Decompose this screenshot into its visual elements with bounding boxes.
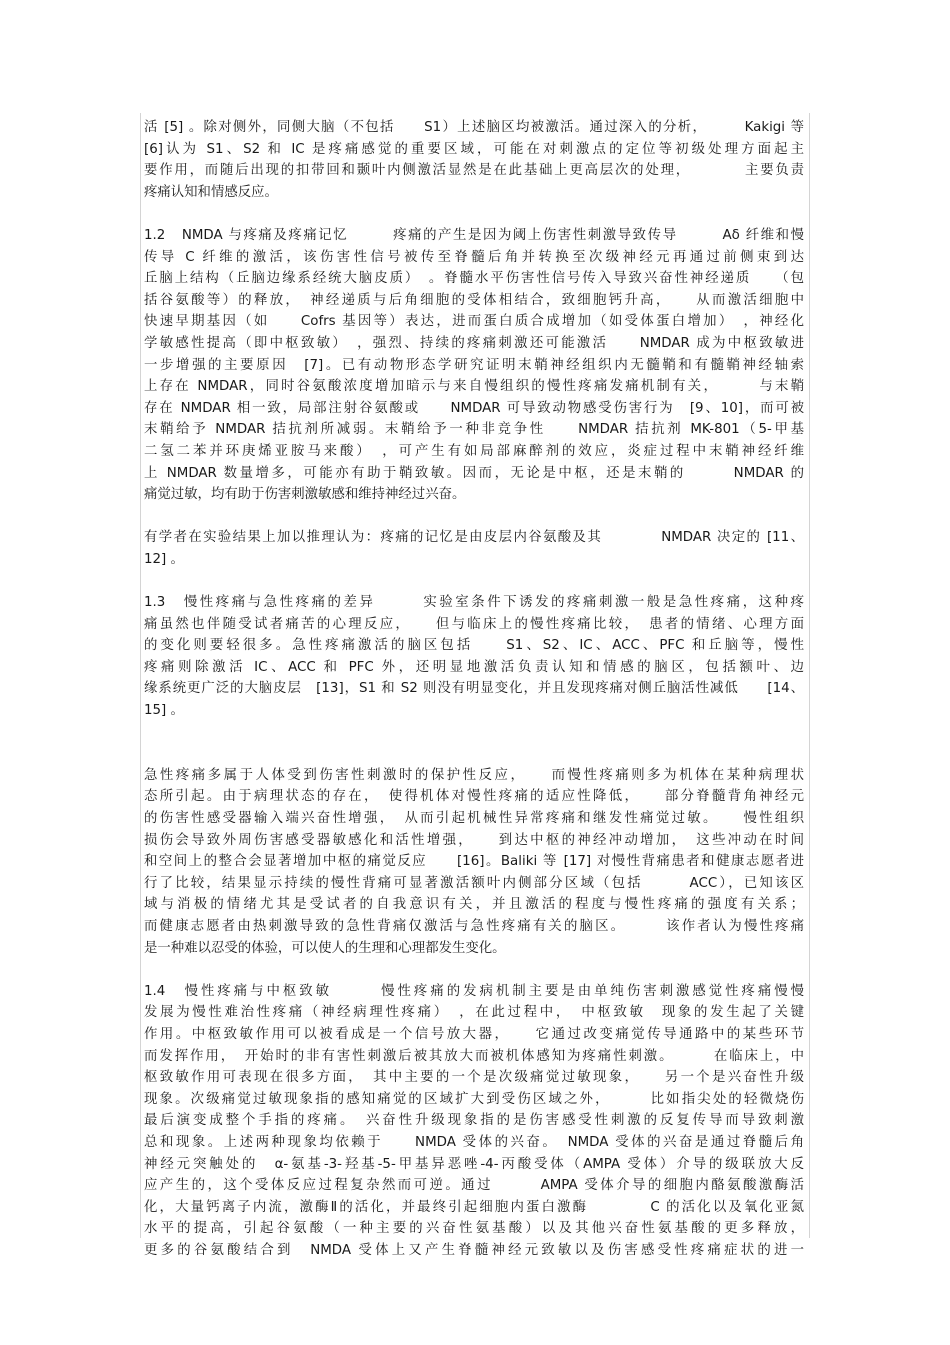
text-line: 行了比较，结果显示持续的慢性背痛可显著激活额叶内侧部分区域（包括 ACC），已知该区: [144, 875, 804, 891]
text-line: 态所引起。由于病理状态的存在， 使得机体对慢性疼痛的适应性降低， 部分脊髓背角神经元: [144, 789, 804, 805]
text-line: 作用。中枢致敏作用可以被看成是一个信号放大器， 它通过改变痛觉传导通路中的某些环节: [144, 1026, 804, 1042]
text-line: 损伤会导致外周伤害感受器敏感化和活性增强， 到达中枢的神经冲动增加， 这些冲动在时间: [144, 832, 804, 848]
text-line: 活 [5] 。除对侧外，同侧大脑（不包括 S1）上述脑区均被激活。通过深入的分析， Kakigi 等: [144, 120, 804, 135]
text-line: 括谷氨酸等）的释放， 神经递质与后角细胞的受体相结合，致细胞钙升高， 从而激活细胞中: [144, 292, 804, 308]
text-line: 水平的提高，引起谷氨酸（一种主要的兴奋性氨基酸）以及其他兴奋性氨基酸的更多释放，: [144, 1221, 804, 1237]
paragraph-gap: [144, 570, 804, 592]
text-line: 急性疼痛多属于人体受到伤害性刺激时的保护性反应， 而慢性疼痛则多为机体在某种病理状: [144, 767, 804, 783]
text-line: 而健康志愿者由热刺激导致的急性背痛仅激活与急性疼痛有关的脑区。 该作者认为慢性疼痛: [144, 918, 804, 934]
section-heading-line: 1.3 慢性疼痛与急性疼痛的差异 实验室条件下诱发的疼痛刺激一般是急性疼痛，这种疼: [144, 595, 804, 611]
text-line: 而发挥作用， 开始时的非有害性刺激后被其放大而被机体感知为疼痛性刺激。 在临床上，中: [144, 1048, 804, 1064]
text-line: 快速早期基因（如 Cofrs 基因等）表达，进而蛋白质合成增加（如受体蛋白增加） ，神经化: [144, 314, 804, 330]
text-line: 上 NMDAR 数量增多，可能亦有助于鞘致敏。因而，无论是中枢，还是末鞘的 NMDAR 的: [144, 465, 804, 481]
text-line: 更多的谷氨酸结合到 NMDA 受体上又产生脊髓神经元致敏以及伤害感受性疼痛症状的进一: [144, 1242, 804, 1258]
text-line: 学敏感性提高（即中枢致敏） ，强烈、持续的疼痛刺激还可能激活 NMDAR 成为中枢致敏进: [144, 335, 804, 351]
text-line: 的变化则要轻很多。急性疼痛激活的脑区包括 S1、S2、IC、ACC、PFC 和丘脑等，慢性: [144, 638, 804, 654]
text-line: 和空间上的整合会显著增加中枢的痛觉反应 [16]。Baliki 等 [17] 对慢性背痛患者和健康志愿者进: [144, 854, 804, 870]
text-line: 丘脑上结构（丘脑边缘系经统大脑皮质） 。脊髓水平伤害性信号传入导致兴奋性神经递质 （包: [144, 271, 804, 287]
text-line: [6]认为 S1、S2 和 IC 是疼痛感觉的重要区域，可能在对刺激点的定位等初级处理方面起主: [144, 141, 804, 157]
text-line: 12] 。: [144, 551, 184, 567]
text-line: 15] 。: [144, 703, 184, 719]
text-line: 域与消极的情绪尤其是受试者的自我意识有关，并且激活的程度与慢性疼痛的强度有关系；: [144, 897, 804, 913]
document-body: [144, 117, 804, 1261]
text-line: 有学者在实验结果上加以推理认为：疼痛的记忆是由皮层内谷氨酸及其 NMDAR 决定的 [11、: [144, 530, 804, 546]
text-line: 是一种难以忍受的体验，可以使人的生理和心理都发生变化。: [144, 940, 506, 956]
text-line: 存在 NMDAR 相一致，局部注射谷氨酸或 NMDAR 可导致动物感受伤害行为 [9、10]，而可被: [144, 400, 804, 416]
text-line: 发展为慢性难治性疼痛（神经病理性疼痛） ，在此过程中， 中枢致敏 现象的发生起了关键: [144, 1005, 804, 1021]
section-heading-line: 1.4 慢性疼痛与中枢致敏 慢性疼痛的发病机制主要是由单纯伤害刺激感觉性疼痛慢慢: [144, 983, 804, 999]
text-line: 疼痛则除激活 IC、ACC 和 PFC 外，还明显地激活负责认知和情感的脑区，包括额叶、边: [144, 659, 804, 675]
text-line: 缘系统更广泛的大脑皮层 [13]，S1 和 S2 则没有明显变化，并且发现疼痛对侧丘脑活性减低 [14、: [144, 681, 804, 697]
text-line: 现象。次级痛觉过敏现象指的感知痛觉的区域扩大到受伤区域之外， 比如指尖处的轻微烧伤: [144, 1091, 804, 1107]
paragraph-gap: [144, 743, 804, 765]
paragraph-gap: [144, 203, 804, 225]
text-line: 一步增强的主要原因 [7]。已有动物形态学研究证明末鞘神经组织内无髓鞘和有髓鞘神经轴索: [144, 357, 804, 373]
text-line: 要作用，而随后出现的扣带回和颞叶内侧激活显然是在此基础上更高层次的处理， 主要负责: [144, 163, 804, 179]
text-line: 应产生的，这个受体反应过程复杂然而可逆。通过 AMPA 受体介导的细胞内酪氨酸激酶活: [144, 1178, 804, 1194]
text-line: 二氢二苯并环庚烯亚胺马来酸） ，可产生有如局部麻醉剂的效应，炎症过程中末鞘神经纤维: [144, 443, 804, 459]
paragraph-gap: [144, 722, 804, 744]
text-line: 痛虽然也伴随受试者痛苦的心理反应， 但与临床上的慢性疼痛比较， 患者的情绪、心理方面: [144, 616, 804, 632]
text-line: 枢致敏作用可表现在很多方面， 其中主要的一个是次级痛觉过敏现象， 另一个是兴奋性升级: [144, 1070, 804, 1086]
text-line: 总和现象。上述两种现象均依赖于 NMDA 受体的兴奋。 NMDA 受体的兴奋是通过脊髓后角: [144, 1134, 804, 1150]
text-line: 化，大量钙离子内流，激酶Ⅱ的活化，并最终引起细胞内蛋白激酶 C 的活化以及氧化亚氮: [144, 1199, 804, 1215]
paragraph-gap: [144, 506, 804, 528]
text-line: 上存在 NMDAR，同时谷氨酸浓度增加暗示与来自慢组织的慢性疼痛发痛机制有关， 与末鞘: [144, 379, 804, 395]
text-line: 最后演变成整个手指的疼痛。 兴奋性升级现象指的是伤害感受性刺激的反复传导而导致刺激: [144, 1113, 804, 1129]
text-line: 痛觉过敏，均有助于伤害刺激敏感和维持神经过兴奋。: [144, 487, 466, 503]
text-line: 末鞘给予 NMDAR 拮抗剂所减弱。末鞘给予一种非竞争性 NMDAR 拮抗剂 MK-801（5-甲基: [144, 422, 804, 438]
text-line: 传导 C 纤维的激活，该伤害性信号被传至脊髓后角并转换至次级神经元再通过前侧束到达: [144, 249, 804, 265]
paragraph-gap: [144, 959, 804, 981]
text-line: 疼痛认知和情感反应。: [144, 184, 278, 200]
section-heading-line: 1.2 NMDA 与疼痛及疼痛记忆 疼痛的产生是因为阈上伤害性刺激导致传导 Aδ 纤维和慢: [144, 227, 804, 243]
text-line: 的伤害性感受器输入端兴奋性增强， 从而引起机械性异常疼痛和继发性痛觉过敏。 慢性组织: [144, 811, 804, 826]
text-line: 神经元突触处的 α-氨基-3-羟基-5-甲基异恶唑-4-丙酸受体（AMPA 受体）介导的级联放大反: [144, 1156, 804, 1172]
